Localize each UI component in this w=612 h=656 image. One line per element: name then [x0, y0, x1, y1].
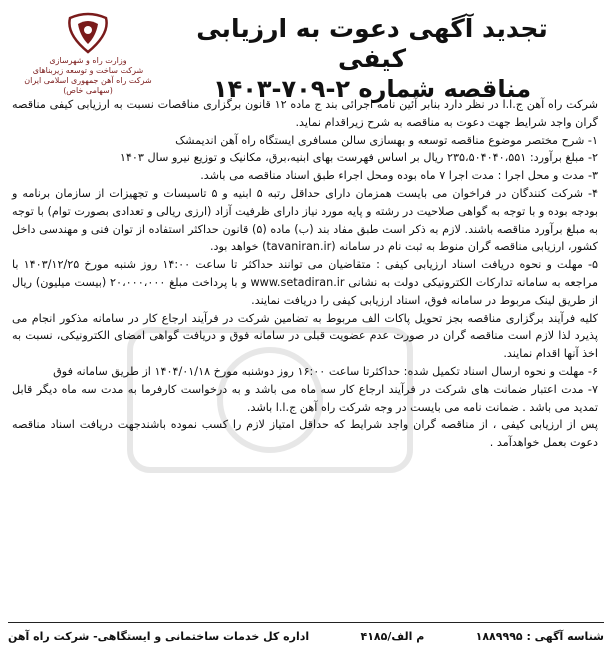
item-1: ۱- شرح مختصر موضوع مناقصه توسعه و بهسازی سالن مسافری ایستگاه راه آهن اندیمشک [175, 133, 598, 147]
tavaniran-link[interactable]: (tavaniran.ir) [262, 240, 336, 254]
item-5 [12, 256, 598, 309]
title-line-2: مناقصه شماره ۲-۷۰۹-۱۴۰۳ [212, 75, 532, 103]
railway-emblem-icon [64, 12, 112, 56]
item-2: ۲- مبلغ برآورد: ۲۳۵،۵۰۴۰۴۰،۵۵۱ ریال بر اساس فهرست بهای ابنیه،برق، مکانیک و توزیع نیرو سال ۱۴۰۳ [119, 151, 598, 165]
item-4-end: خواهد بود. [209, 240, 259, 254]
item-3: ۳- مدت و محل اجرا : مدت اجرا ۷ ماه بوده ومحل اجراء طبق اسناد مناقصه می باشد. [200, 169, 598, 183]
notice-title [162, 14, 582, 104]
item-4-text: ۴- شرکت کنندگان در فراخوان می بایست همزمان دارای حداقل رتبه ۵ ابنیه و ۵ تاسیسات و تجهیزات از سازمان برنامه و بودجه بوده و با توجه به گواهی صلاحیت در رشته و پایه مورد نیاز دارای ظرفیت آزاد (ارزی ریالی و تعدادی بصورت توام) با توجه به مبلغ برآورد مناقصه باشند. لازم به ذکر است طبق مفاد بند (ب) ماده (۵) قانون حداکثر استفاده از توان فنی و مهندسی داخل کشور، ارزیابی مناقصه گران منوط به ثبت نام در سامانه [12, 186, 598, 254]
ad-id: شناسه آگهی : ۱۸۸۹۹۹۵ [475, 629, 604, 643]
setadiran-link[interactable]: www.setadiran.ir [250, 275, 345, 289]
notice-body [12, 96, 598, 452]
title-line-1: تجدید آگهی دعوت به ارزیابی کیفی [196, 14, 548, 73]
item-5-text: ۵- مهلت و نحوه دریافت اسناد ارزیابی کیفی : متقاضیان می توانند حداکثر تا ساعت ۱۴:۰۰ روز شنبه مورخ ۱۴۰۳/۱۲/۲۵ با مراجعه به سامانه تدارکات الکترونیکی دولت به نشانی [12, 258, 598, 289]
logo-text-3: شرکت راه آهن جمهوری اسلامی ایران [24, 76, 152, 85]
item-6: ۶- مهلت و نحوه ارسال اسناد تکمیل شده: حداکثرتا ساعت ۱۶:۰۰ روز دوشنبه مورخ ۱۴۰۴/۰۱/۱۸ از طریق سامانه فوق [53, 364, 598, 378]
logo-text-4: (سهامی خاص) [63, 86, 113, 95]
notice-footer [8, 622, 604, 649]
issuing-office: اداره کل خدمات ساختمانی و ایستگاهی- شرکت راه آهن [8, 629, 310, 643]
railway-logo [18, 12, 158, 94]
item-7: ۷- مدت اعتبار ضمانت های شرکت در فرآیند ارجاع کار سه ماه می باشد و به درخواست کارفرما به مدت سه ماه دیگر قابل تمدید می باشد . ضمانت نامه می بایست در وجه شرکت راه آهن ج.ا.ا باشد. [12, 382, 598, 414]
item-4 [12, 185, 598, 256]
item-5-note: کلیه فرآیند برگزاری مناقصه بجز تحویل پاکات الف مربوط به تضامین شرکت در فرآیند ارجاع کار در سامانه مذکور انجام می پذیرد لذا لازم است مناقصه گران در صورت عدم عضویت قبلی در سامانه فوق و دریافت گواهی امضای الکترونیکی، نسبت به اخذ آنها اقدام نمایند. [12, 311, 598, 361]
logo-text-1: وزارت راه و شهرسازی [49, 56, 127, 65]
item-5-end: و با پرداخت مبلغ ۲۰،۰۰۰،۰۰۰ (بیست میلیون) ریال از طریق لینک مربوط در سامانه فوق، اسناد ارزیابی کیفی را دریافت نمایند. [12, 275, 598, 307]
intro-paragraph: شرکت راه آهن ج.ا.ا در نظر دارد بنابر آئین نامه اجرائی بند ج ماده ۱۲ قانون برگزاری مناقصات نسبت به ارزیابی کیفی مناقصه گران واجد شرایط جهت دعوت به مناقصه به شرح زیراقدام نماید. [12, 98, 598, 129]
ref-number: م الف/۴۱۸۵ [360, 629, 425, 643]
closing-paragraph: پس از ارزیابی کیفی ، از مناقصه گران واجد شرایط که حداقل امتیاز لازم را کسب نموده باشندجهت دریافت اسناد مناقصه دعوت بعمل خواهدآمد . [12, 418, 598, 450]
logo-text-2: شرکت ساخت و توسعه زیربناهای [32, 66, 144, 75]
